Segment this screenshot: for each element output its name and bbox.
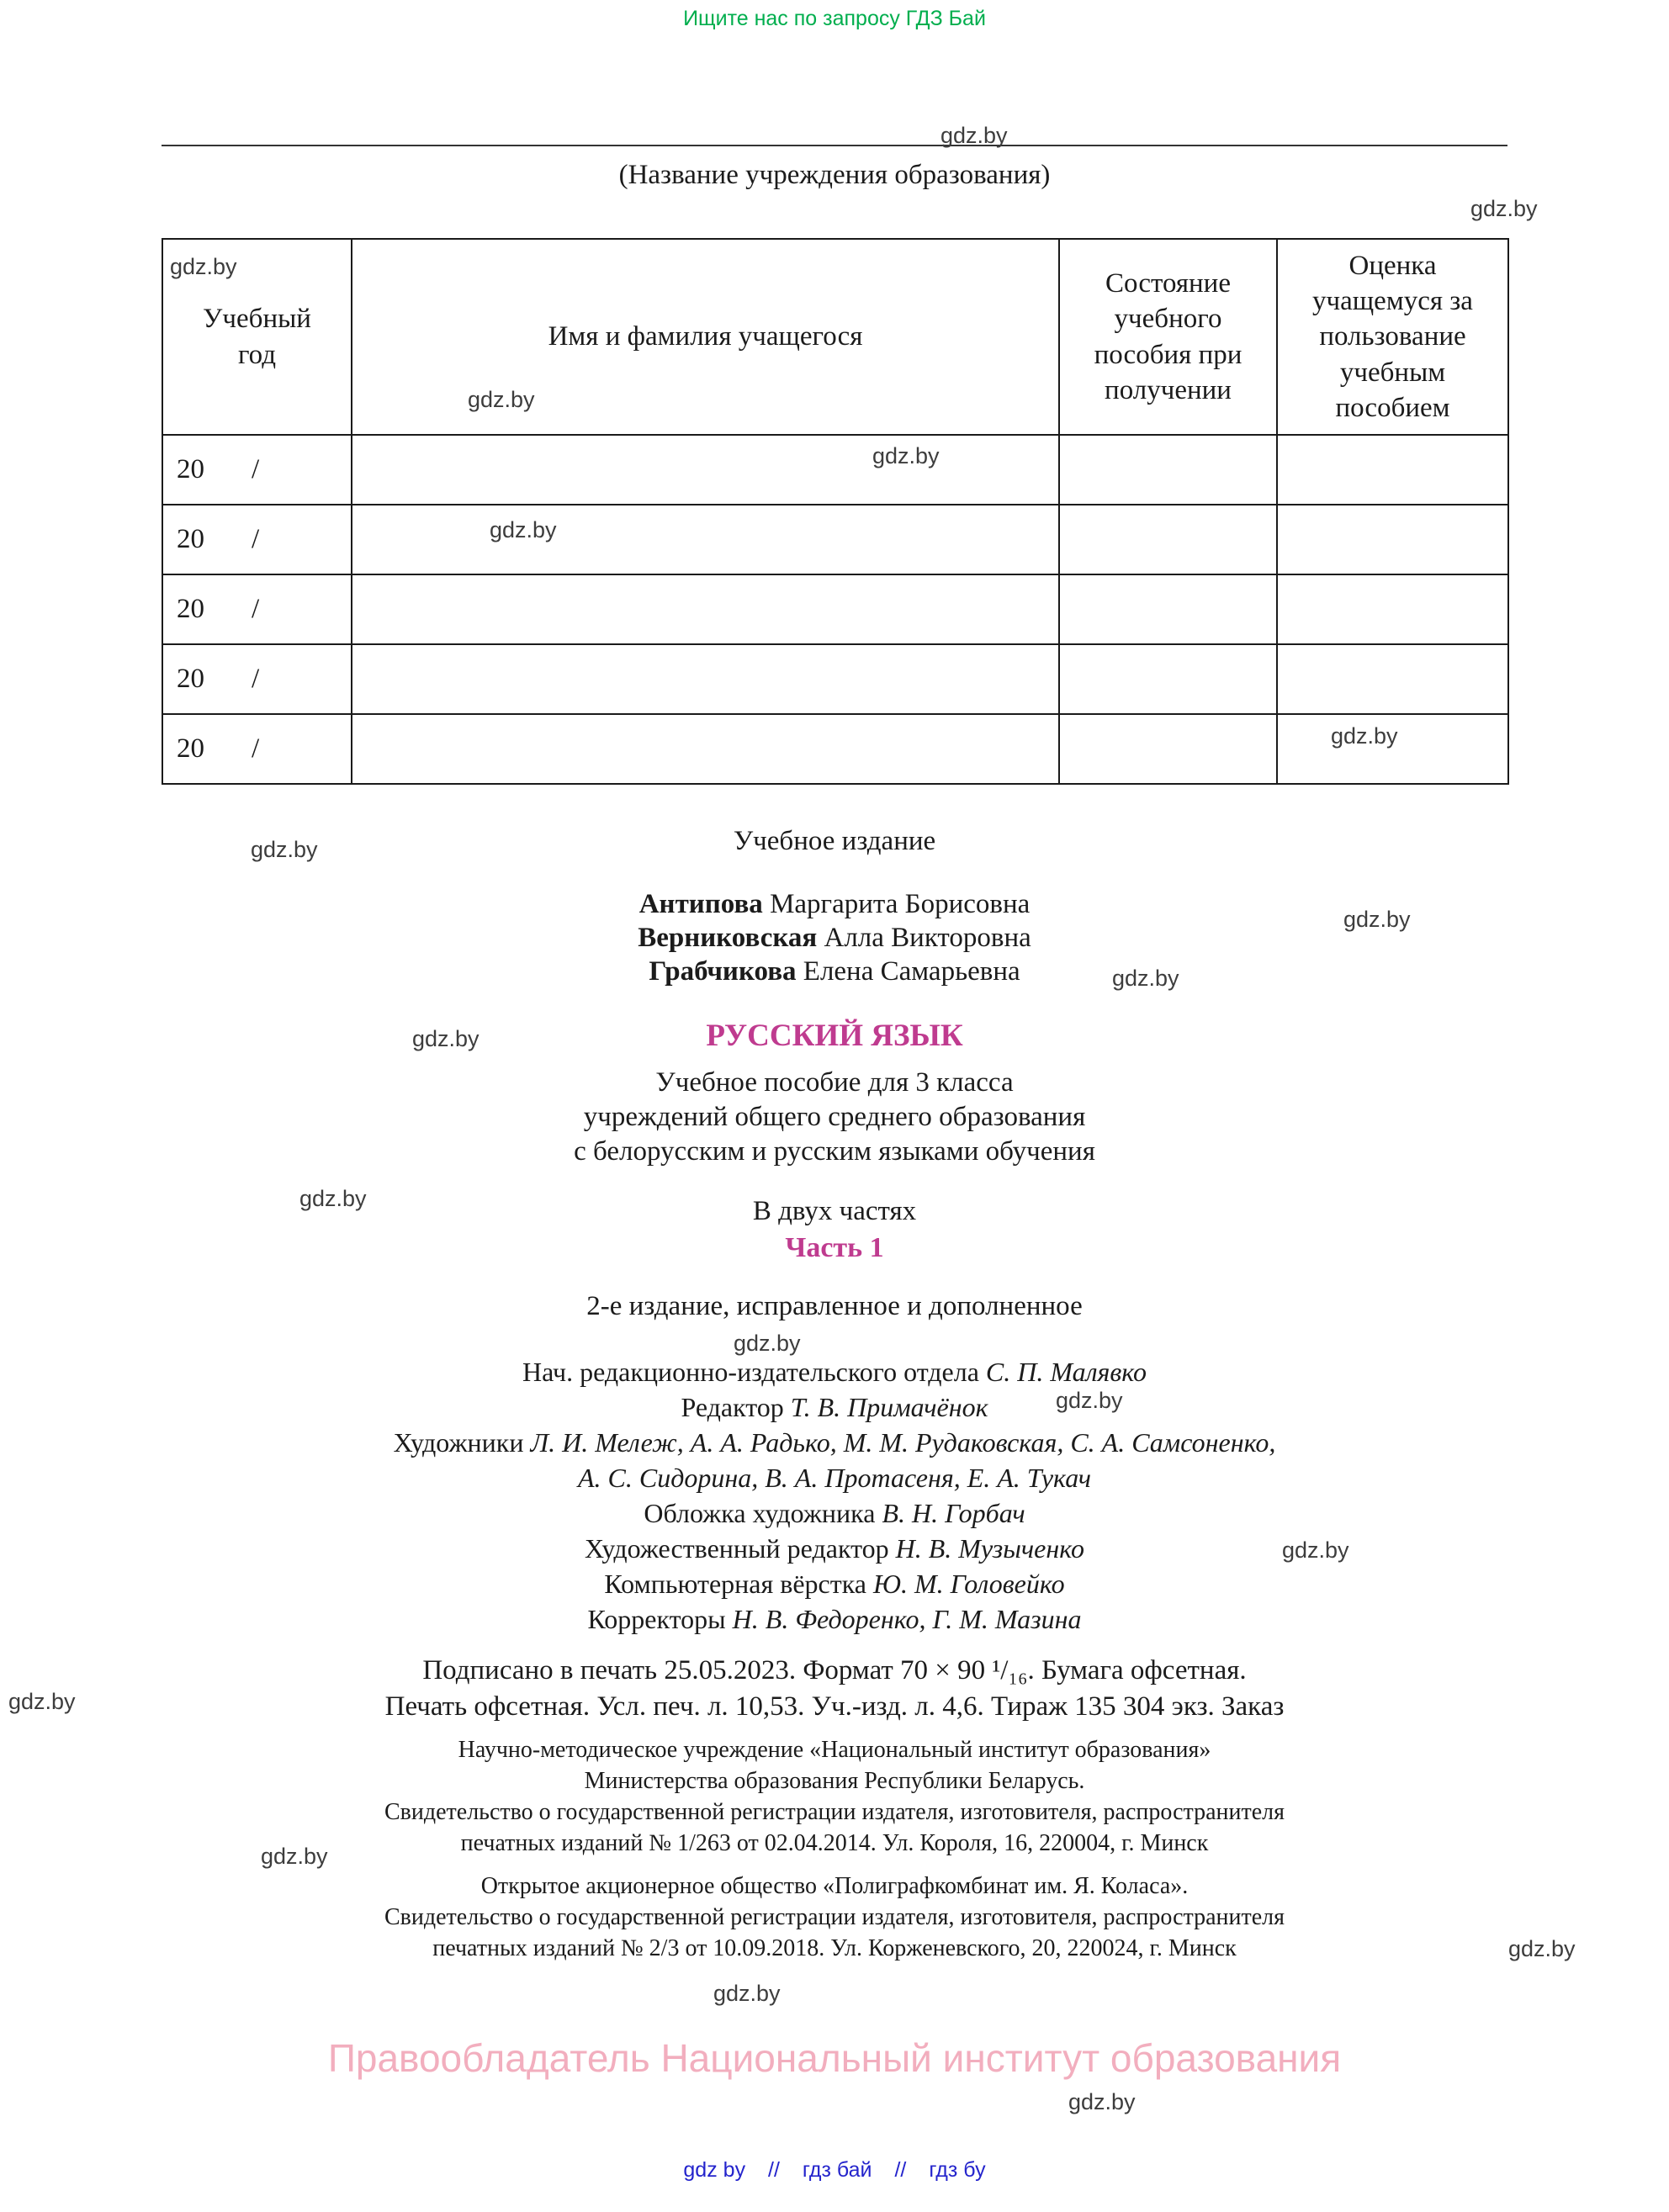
publisher-block — [0, 1734, 1669, 1859]
author-line — [0, 887, 1669, 921]
author-surname: Антипова — [638, 889, 763, 919]
table-header-row — [162, 239, 1508, 435]
rights-holder-line: Правообладатель Национальный институт образования — [327, 2036, 1342, 2080]
year-slash: / — [252, 594, 260, 625]
link-separator: // — [894, 2158, 907, 2182]
staff-names: В. Н. Горбач — [882, 1498, 1025, 1528]
print-info-block — [0, 1653, 1669, 1725]
author-surname: Грабчикова — [649, 956, 797, 987]
institution-caption: (Название учреждения образования) — [618, 160, 1051, 190]
printer-line: Свидетельство о государственной регистрации издателя, изготовителя, распространителя — [384, 1904, 1285, 1930]
subtitle-block — [0, 1066, 1669, 1169]
staff-names: Н. В. Музыченко — [895, 1533, 1084, 1564]
staff-names: Ю. М. Головейко — [872, 1569, 1065, 1599]
print-info-line: Подписано в печать 25.05.2023. Формат 70 × 90 ¹/₁₆. Бумага офсетная. — [422, 1655, 1247, 1685]
col-header-year-label: Учебный год — [203, 304, 311, 370]
table-row — [162, 644, 1508, 714]
table-row — [162, 435, 1508, 505]
author-line — [0, 955, 1669, 988]
table-row — [162, 505, 1508, 574]
subtitle-line: с белорусским и русским языками обучения — [574, 1136, 1095, 1167]
subtitle-line: Учебное пособие для 3 класса — [655, 1067, 1014, 1098]
gdz-watermark: gdz.by — [940, 123, 1008, 148]
col-header-name: Имя и фамилия учащегося — [352, 239, 1059, 435]
col-header-condition: Состояние учебного пособия при получении — [1059, 239, 1277, 435]
staff-role: Компьютерная вёрстка — [604, 1569, 873, 1599]
bottom-link-gdz-by[interactable]: gdz by — [683, 2158, 746, 2182]
gdz-watermark: gdz.by — [261, 1844, 328, 1869]
edition-note: 2-е издание, исправленное и дополненное — [586, 1291, 1083, 1321]
publisher-line: Научно-методическое учреждение «Национальный институт образования» — [458, 1737, 1211, 1763]
year-cell — [162, 714, 352, 784]
printer-block — [0, 1871, 1669, 1964]
staff-names: А. С. Сидорина, В. А. Протасеня, Е. А. Тукач — [577, 1463, 1092, 1493]
gdz-watermark: gdz.by — [412, 1026, 480, 1051]
gdz-watermark: gdz.by — [468, 387, 535, 412]
year-slash: / — [252, 733, 260, 765]
book-title: РУССКИЙ ЯЗЫК — [706, 1019, 963, 1053]
staff-line — [0, 1495, 1669, 1531]
gdz-watermark: gdz.by — [1112, 966, 1179, 991]
name-cell — [352, 574, 1059, 644]
condition-cell — [1059, 714, 1277, 784]
bottom-links — [0, 2158, 1669, 2183]
bottom-link-gdz-bu[interactable]: гдз бу — [929, 2158, 986, 2182]
gdz-watermark: gdz.by — [490, 517, 557, 542]
table-row — [162, 574, 1508, 644]
staff-line — [0, 1531, 1669, 1566]
year-cell — [162, 505, 352, 574]
year-cell — [162, 644, 352, 714]
year-cell — [162, 574, 352, 644]
year-cell — [162, 435, 352, 505]
year-slash: / — [252, 454, 260, 485]
publisher-line: печатных изданий № 1/263 от 02.04.2014. Ул. Короля, 16, 220004, г. Минск — [460, 1830, 1209, 1856]
year-slash: / — [252, 664, 260, 695]
gdz-watermark: gdz.by — [734, 1331, 801, 1356]
year-slash: / — [252, 524, 260, 555]
bottom-link-gdz-bai[interactable]: гдз бай — [802, 2158, 872, 2182]
gdz-watermark: gdz.by — [1068, 2089, 1136, 2114]
staff-line — [0, 1566, 1669, 1601]
condition-cell — [1059, 644, 1277, 714]
staff-names: С. П. Малявко — [985, 1357, 1147, 1387]
printer-line: печатных изданий № 2/3 от 10.09.2018. Ул. Корженевского, 20, 220024, г. Минск — [432, 1935, 1237, 1961]
promo-banner: Ищите нас по запросу ГДЗ Бай — [683, 7, 986, 30]
grade-cell — [1277, 435, 1508, 505]
gdz-watermark: gdz.by — [8, 1689, 76, 1714]
gdz-watermark: gdz.by — [299, 1186, 367, 1211]
staff-role: Редактор — [681, 1392, 791, 1422]
usage-record-table — [162, 238, 1509, 785]
col-header-grade: Оценка учащемуся за пользование учебным пособием — [1277, 239, 1508, 435]
publisher-line: Свидетельство о государственной регистрации издателя, изготовителя, распространителя — [384, 1799, 1285, 1825]
print-info-line: Печать офсетная. Усл. печ. л. 10,53. Уч.-изд. л. 4,6. Тираж 135 304 экз. Заказ — [384, 1691, 1285, 1722]
year-prefix: 20 — [177, 454, 204, 485]
gdz-watermark: gdz.by — [1343, 907, 1411, 932]
publisher-line: Министерства образования Республики Беларусь. — [584, 1768, 1085, 1794]
in-two-parts: В двух частях — [752, 1196, 917, 1226]
staff-line — [0, 1601, 1669, 1637]
printer-line: Открытое акционерное общество «Полиграфкомбинат им. Я. Коласа». — [480, 1873, 1189, 1899]
author-rest: Алла Викторовна — [817, 923, 1031, 953]
author-rest: Елена Самарьевна — [796, 956, 1020, 987]
staff-role: Художники — [393, 1427, 531, 1458]
gdz-watermark: gdz.by — [1056, 1388, 1123, 1413]
grade-cell — [1277, 644, 1508, 714]
gdz-watermark: gdz.by — [170, 254, 237, 279]
name-cell — [352, 505, 1059, 574]
staff-line — [0, 1425, 1669, 1460]
gdz-watermark: gdz.by — [872, 443, 940, 468]
year-prefix: 20 — [177, 524, 204, 555]
gdz-watermark: gdz.by — [713, 1981, 781, 2006]
staff-role: Художественный редактор — [585, 1533, 896, 1564]
staff-line — [0, 1354, 1669, 1389]
gdz-watermark: gdz.by — [1470, 196, 1538, 221]
table-row — [162, 714, 1508, 784]
staff-names: Н. В. Федоренко, Г. М. Мазина — [732, 1604, 1082, 1634]
name-cell — [352, 714, 1059, 784]
author-rest: Маргарита Борисовна — [762, 889, 1031, 919]
link-separator: // — [768, 2158, 780, 2182]
condition-cell — [1059, 505, 1277, 574]
grade-cell — [1277, 574, 1508, 644]
staff-line — [0, 1389, 1669, 1425]
staff-block — [0, 1354, 1669, 1637]
grade-cell — [1277, 505, 1508, 574]
staff-role: Обложка художника — [644, 1498, 882, 1528]
staff-line — [0, 1460, 1669, 1495]
condition-cell — [1059, 574, 1277, 644]
gdz-watermark: gdz.by — [1331, 723, 1398, 749]
author-line — [0, 921, 1669, 955]
staff-role: Нач. редакционно-издательского отдела — [522, 1357, 986, 1387]
condition-cell — [1059, 435, 1277, 505]
subtitle-line: учреждений общего среднего образования — [583, 1102, 1086, 1132]
year-prefix: 20 — [177, 664, 204, 695]
gdz-watermark: gdz.by — [251, 837, 318, 862]
name-cell — [352, 644, 1059, 714]
part-label: Часть 1 — [785, 1232, 884, 1263]
year-prefix: 20 — [177, 733, 204, 765]
gdz-watermark: gdz.by — [1282, 1537, 1349, 1563]
authors-block — [0, 887, 1669, 988]
staff-names: Т. В. Примачёнок — [790, 1392, 988, 1422]
gdz-watermark: gdz.by — [1508, 1936, 1576, 1961]
author-surname: Верниковская — [638, 923, 818, 953]
staff-names: Л. И. Мележ, А. А. Радько, М. М. Рудаковская, С. А. Самсоненко, — [530, 1427, 1276, 1458]
year-prefix: 20 — [177, 594, 204, 625]
edition-kind: Учебное издание — [733, 826, 936, 856]
staff-role: Корректоры — [587, 1604, 733, 1634]
name-cell — [352, 435, 1059, 505]
header-divider-line — [162, 145, 1507, 146]
